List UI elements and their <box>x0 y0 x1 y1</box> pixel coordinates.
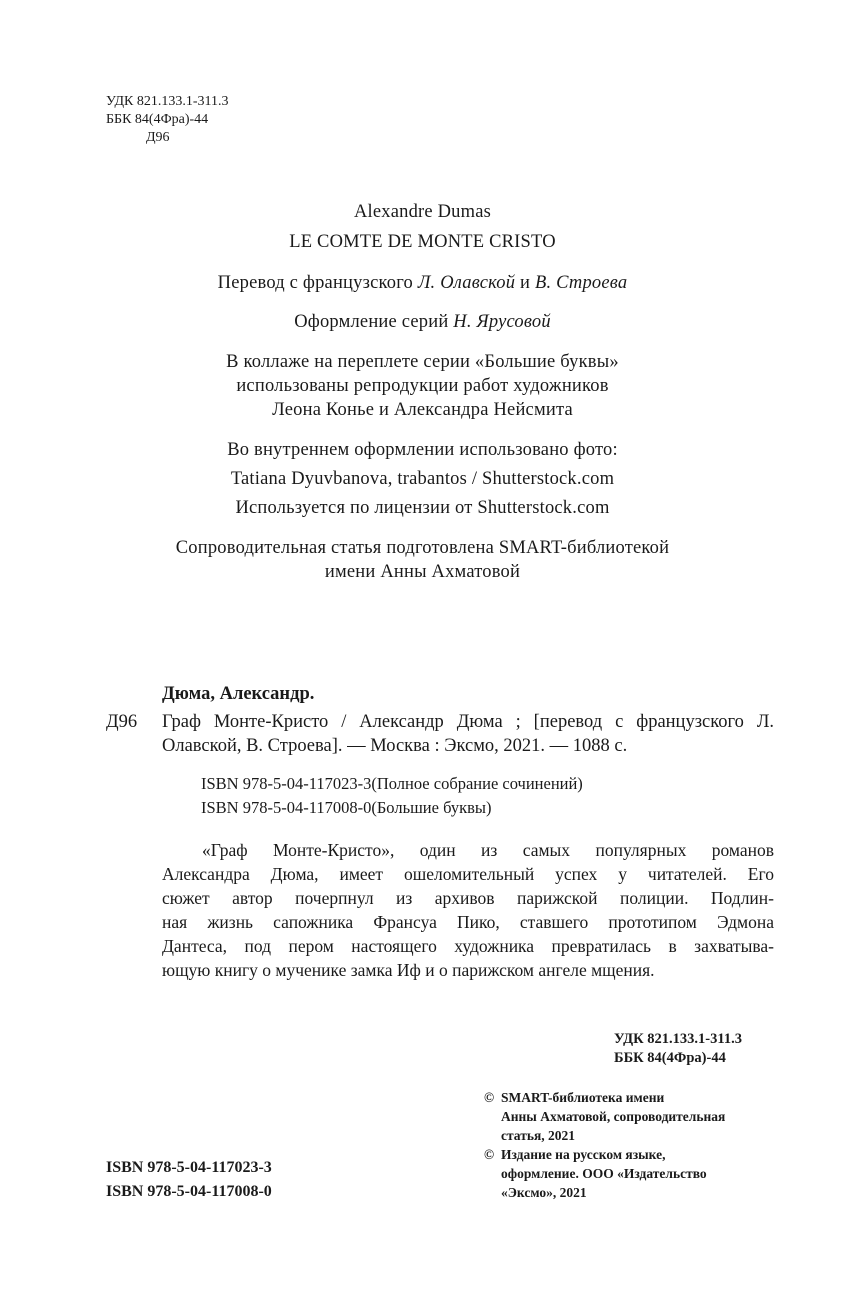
original-title: LE COMTE DE MONTE CRISTO <box>289 232 556 252</box>
udk-code: УДК 821.133.1-311.3 <box>614 1031 742 1047</box>
bbk-code: ББК 84(4Фра)-44 <box>614 1050 726 1066</box>
collage-line: В коллаже на переплете серии «Большие буквы» <box>226 352 619 372</box>
annotation-line: Александра Дюма, имеет ошеломительный успех у читателей. Его <box>162 864 774 884</box>
bibliographic-description: Граф Монте-Кристо / Александр Дюма ; [перевод с французского Л. Олавской, В. Строева]. — Москва : Эксмо, 2021. — 1088 с. <box>162 712 774 756</box>
annotation <box>106 838 774 982</box>
bibliographic-entry <box>106 710 774 758</box>
design-credit <box>0 310 845 334</box>
author-sign: Д96 <box>146 130 170 145</box>
translator-1: Л. Олавской <box>417 273 516 293</box>
isbn-list <box>106 772 774 820</box>
copyright-line: SMART-библиотека имени <box>501 1090 665 1105</box>
bbk-code: ББК 84(4Фра)-44 <box>106 112 209 127</box>
annotation-line: Дантеса, под пером настоящего художника превратилась в захватыва- <box>162 936 774 956</box>
annotation-line: ющую книгу о мученике замка Иф и о парижском ангеле мщения. <box>162 960 655 980</box>
copyright-line: оформление. ООО «Издательство <box>501 1166 707 1181</box>
article-credit <box>0 536 845 584</box>
article-line: имени Анны Ахматовой <box>324 562 521 582</box>
copyright-entry <box>484 1088 725 1145</box>
translator-2: В. Строева <box>534 273 628 293</box>
author-heading: Дюма, Александр. <box>162 684 315 704</box>
copyright-line: статья, 2021 <box>501 1128 576 1143</box>
original-author: Alexandre Dumas <box>353 202 492 222</box>
copyright-entry <box>484 1145 725 1202</box>
collage-credit <box>0 350 845 422</box>
photo-line: Tatiana Dyuvbanova, trabantos / Shutterstock.com <box>230 469 615 489</box>
isbn-line: ISBN 978-5-04-117023-3(Полное собрание сочинений) <box>201 774 583 793</box>
collage-line: Леона Конье и Александра Нейсмита <box>272 400 573 420</box>
annotation-line: сюжет автор почерпнул из архивов парижской полиции. Подлин- <box>162 888 774 908</box>
copyright-notices <box>484 1088 725 1202</box>
designer-name: Н. Ярусовой <box>453 312 551 332</box>
copyright-line: «Эксмо», 2021 <box>501 1185 587 1200</box>
top-classification-codes <box>106 93 229 147</box>
isbn-line: ISBN 978-5-04-117008-0 <box>106 1183 272 1200</box>
bibliographic-record <box>106 682 774 982</box>
bottom-classification-codes <box>614 1030 742 1068</box>
annotation-line: ная жизнь сапожника Франсуа Пико, ставшего прототипом Эдмона <box>162 912 774 932</box>
copyright-line: Анны Ахматовой, сопроводительная <box>501 1109 726 1124</box>
photo-line: Во внутреннем оформлении использовано фото: <box>227 440 618 460</box>
isbn-line: ISBN 978-5-04-117023-3 <box>106 1159 272 1176</box>
photo-credit <box>0 436 845 523</box>
copyright-icon: © <box>484 1090 495 1105</box>
bottom-isbn-list <box>106 1156 272 1204</box>
original-title-block <box>0 200 845 254</box>
photo-line: Используется по лицензии от Shutterstock.com <box>235 498 610 518</box>
udk-code: УДК 821.133.1-311.3 <box>106 94 229 109</box>
isbn-line: ISBN 978-5-04-117008-0(Большие буквы) <box>201 798 492 817</box>
annotation-line: «Граф Монте-Кристо», один из самых популярных романов <box>202 840 774 860</box>
design-prefix: Оформление серий <box>294 312 454 332</box>
article-line: Сопроводительная статья подготовлена SMART-библиотекой <box>175 538 670 558</box>
collage-line: использованы репродукции работ художников <box>236 376 609 396</box>
copyright-line: Издание на русском языке, <box>501 1147 666 1162</box>
translation-credit <box>0 271 845 295</box>
translation-prefix: Перевод с французского <box>217 273 418 293</box>
copyright-icon: © <box>484 1147 495 1162</box>
translation-and: и <box>515 273 535 293</box>
entry-code: Д96 <box>106 712 138 732</box>
